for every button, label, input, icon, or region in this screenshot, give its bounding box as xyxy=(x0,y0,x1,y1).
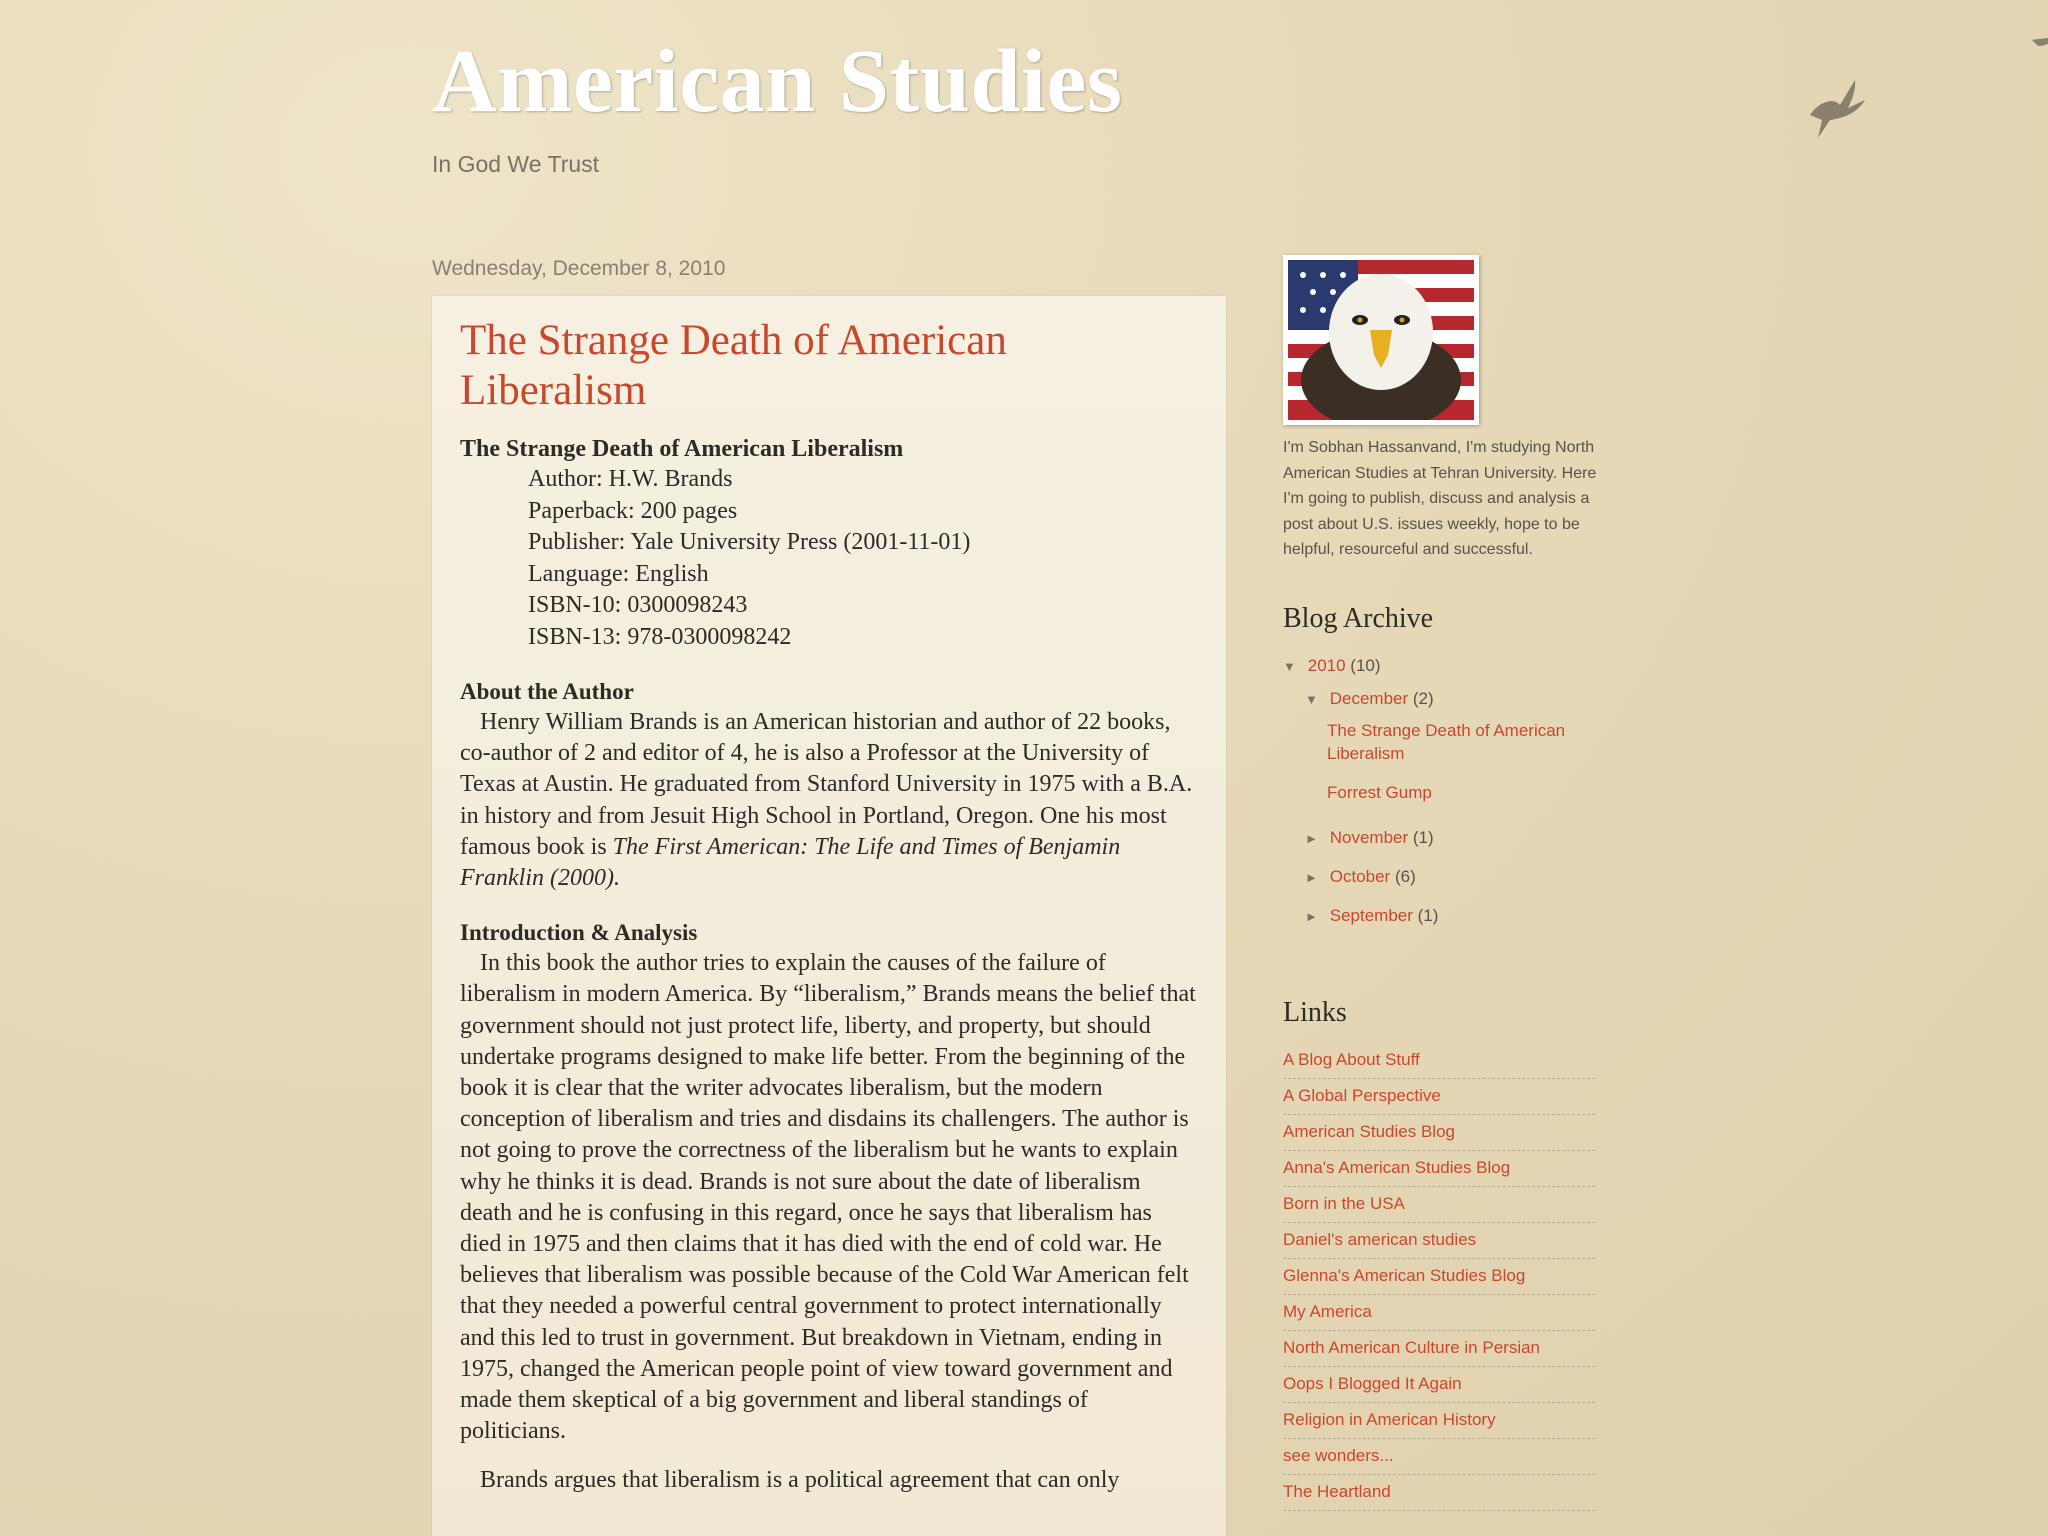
link-the-heartland[interactable]: The Heartland xyxy=(1283,1481,1391,1501)
about-text: Henry William Brands is an American historian and author of 22 books, co-author of 2 and editor of 4, he is also a Professor at the University of Texas at Austin. He graduated from Stanford University in 1975 with a B.A. in history and from Jesuit High School in Portland, Oregon. One his most famous book is xyxy=(460,709,1193,860)
archive-month-december xyxy=(1305,682,1603,715)
link-annas-american-studies-blog[interactable]: Anna's American Studies Blog xyxy=(1283,1157,1511,1177)
book-meta-list xyxy=(528,464,1198,653)
archive-month-november xyxy=(1305,818,1603,857)
post-title[interactable]: The Strange Death of American Liberalism xyxy=(460,317,1007,414)
sidebar xyxy=(1283,255,1603,1511)
archive-month-link[interactable]: September xyxy=(1329,905,1413,925)
list-item xyxy=(1283,1043,1595,1079)
book-language: Language: English xyxy=(528,560,709,587)
link-glennas-american-studies-blog[interactable]: Glenna's American Studies Blog xyxy=(1283,1265,1526,1285)
links-list xyxy=(1283,1043,1595,1511)
collapsed-triangle-icon[interactable]: ► xyxy=(1305,908,1318,924)
profile-text: I'm Sobhan Hassanvand, I'm studying North American Studies at Tehran University. Here I'm going to publish, discuss and analysis a post about U.S. issues weekly, hope to be helpful, resourceful and successful. xyxy=(1283,439,1597,558)
archive-year-link[interactable]: 2010 xyxy=(1307,655,1346,675)
link-see-wonders[interactable]: see wonders... xyxy=(1283,1445,1394,1465)
book-isbn13: ISBN-13: 978-0300098242 xyxy=(528,623,792,650)
list-item xyxy=(1283,1115,1595,1151)
list-item xyxy=(1283,1151,1595,1187)
archive-year-count: (10) xyxy=(1350,655,1381,675)
list-item xyxy=(1283,1367,1595,1403)
link-born-in-the-usa[interactable]: Born in the USA xyxy=(1283,1193,1405,1213)
archive-month-count: (2) xyxy=(1412,688,1434,708)
list-item xyxy=(1283,1223,1595,1259)
list-item xyxy=(1283,1331,1595,1367)
link-daniels-american-studies[interactable]: Daniel's american studies xyxy=(1283,1229,1477,1249)
intro-heading: Introduction & Analysis xyxy=(460,920,698,946)
list-item xyxy=(1283,1295,1595,1331)
bird-icon xyxy=(1800,60,1870,140)
archive-month-count: (6) xyxy=(1394,866,1416,886)
links-heading: Links xyxy=(1283,996,1347,1028)
archive-month-link[interactable]: December xyxy=(1329,688,1409,708)
link-north-american-culture-in-persian[interactable]: North American Culture in Persian xyxy=(1283,1337,1541,1357)
list-item xyxy=(1283,1403,1595,1439)
collapsed-triangle-icon[interactable]: ► xyxy=(1305,869,1318,885)
link-american-studies-blog[interactable]: American Studies Blog xyxy=(1283,1121,1455,1141)
about-paragraph xyxy=(460,707,1198,894)
list-item xyxy=(1283,1439,1595,1475)
archive-month-link[interactable]: November xyxy=(1329,827,1409,847)
eagle-flag-image[interactable] xyxy=(1283,255,1479,425)
archive-year xyxy=(1283,649,1603,682)
archive-post-link[interactable]: Forrest Gump xyxy=(1327,782,1432,802)
about-heading: About the Author xyxy=(460,679,634,704)
list-item xyxy=(1283,1475,1595,1511)
list-item xyxy=(1283,1079,1595,1115)
link-religion-in-american-history[interactable]: Religion in American History xyxy=(1283,1409,1496,1429)
bird-icon-small xyxy=(2030,30,2048,60)
book-isbn10: ISBN-10: 0300098243 xyxy=(528,592,748,618)
archive-post-link[interactable]: The Strange Death of American Liberalism xyxy=(1327,720,1566,763)
link-my-america[interactable]: My America xyxy=(1283,1301,1372,1321)
archive-heading: Blog Archive xyxy=(1283,602,1434,634)
blog-header xyxy=(432,30,1122,178)
about-book-title: The First American: The Life and Times of Benjamin Franklin (2000). xyxy=(460,833,1121,892)
archive-month-count: (1) xyxy=(1417,905,1439,925)
list-item xyxy=(1283,1259,1595,1295)
list-item xyxy=(1283,1187,1595,1223)
archive-month-count: (1) xyxy=(1412,827,1434,847)
link-oops-i-blogged-it-again[interactable]: Oops I Blogged It Again xyxy=(1283,1373,1462,1393)
intro-paragraph: In this book the author tries to explain the causes of the failure of liberalism in modern America. By “liberalism,” Brands means the belief that government should not just protect life, liberty, and property, but should undertake programs designed to make life better. From the beginning of the book it is clear that the writer advocates liberalism, but the modern conception of liberalism and tries and disdains its challengers. The author is not going to prove the correctness of the liberalism but he wants to explain why he thinks it is dead. Brands is not sure about the date of liberalism death and he is confusing in this regard, once he says that liberalism has died in 1975 and then claims that it has died with the end of cold war. He believes that liberalism was possible because of the Cold War American felt that they needed a powerful central government to protect internationally and this led to trust in government. But breakdown in Vietnam, ending in 1975, changed the American people point of view toward government and made them skeptical of a big government and liberal standings of politicians. xyxy=(460,950,1196,1445)
book-author: Author: H.W. Brands xyxy=(528,466,733,492)
expanded-triangle-icon[interactable]: ▼ xyxy=(1283,658,1296,674)
body-paragraph: Brands argues that liberalism is a political agreement that can only xyxy=(480,1467,1120,1494)
expanded-triangle-icon[interactable]: ▼ xyxy=(1305,691,1318,707)
link-a-global-perspective[interactable]: A Global Perspective xyxy=(1283,1085,1441,1105)
archive-month-september xyxy=(1305,896,1603,935)
blog-title[interactable]: American Studies xyxy=(432,32,1123,131)
book-title: The Strange Death of American Liberalism xyxy=(460,436,904,462)
book-publisher: Publisher: Yale University Press (2001-11-01) xyxy=(528,529,971,555)
archive-month-october xyxy=(1305,857,1603,896)
link-a-blog-about-stuff[interactable]: A Blog About Stuff xyxy=(1283,1049,1420,1069)
collapsed-triangle-icon[interactable]: ► xyxy=(1305,830,1318,846)
book-pages: Paperback: 200 pages xyxy=(528,497,738,524)
archive-month-link[interactable]: October xyxy=(1329,866,1391,886)
blog-archive xyxy=(1283,649,1603,935)
blog-post xyxy=(432,296,1226,1536)
blog-description: In God We Trust xyxy=(432,151,600,177)
post-date: Wednesday, December 8, 2010 xyxy=(432,257,726,280)
